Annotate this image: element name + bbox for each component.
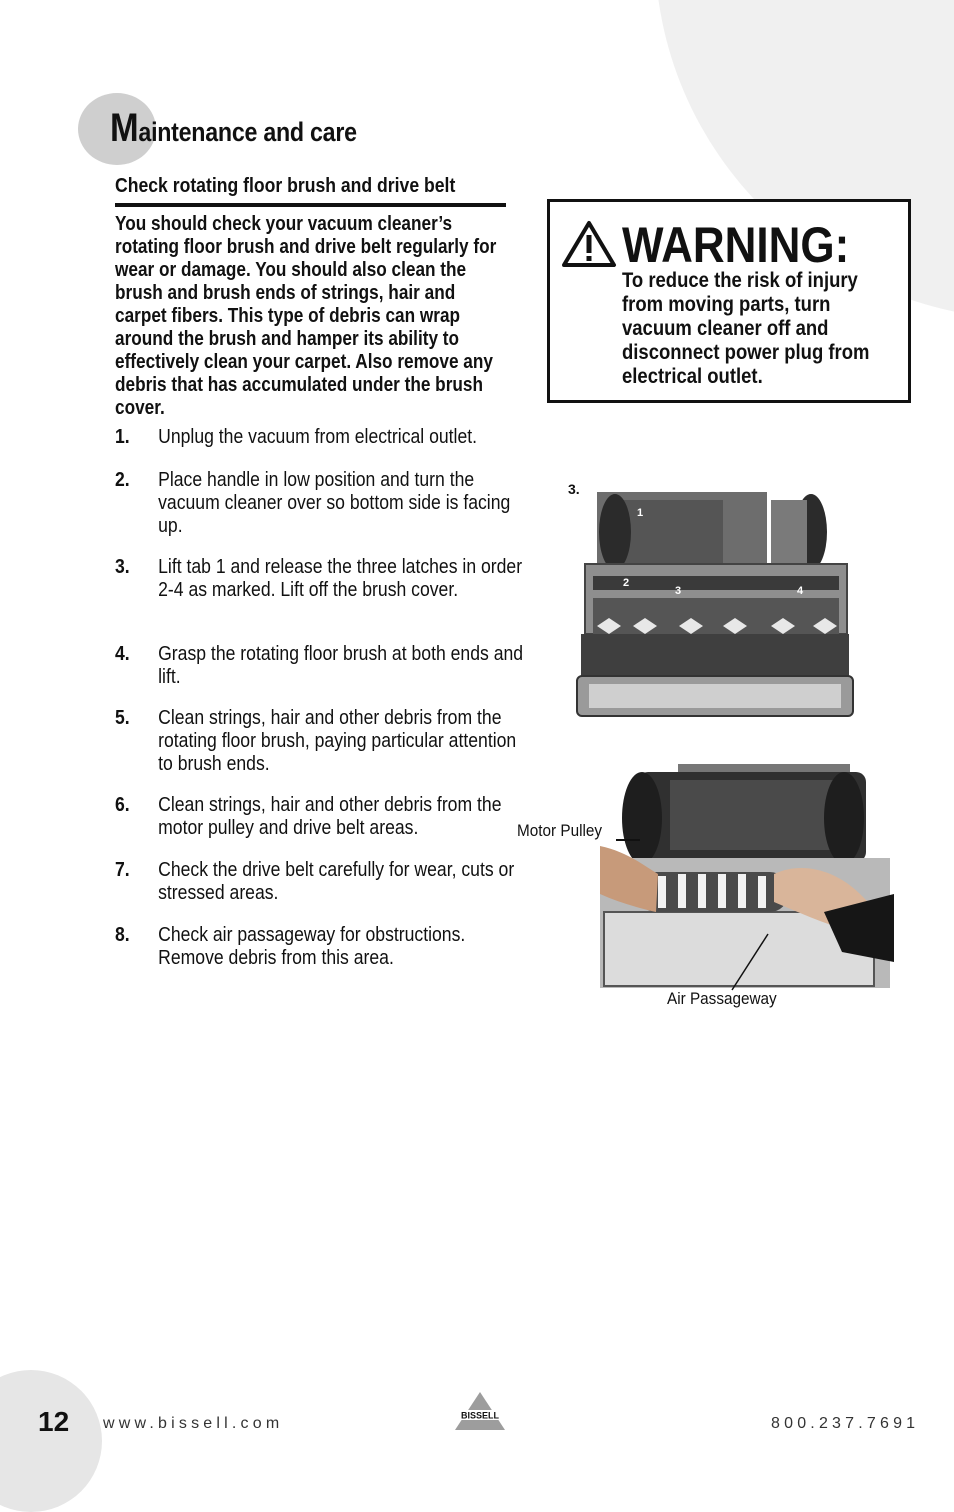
latch-marker-2: 2 [623,577,630,589]
air-passageway-callout: Air Passageway [667,989,777,1008]
page-title: Maintenance and care [110,106,357,150]
step-text: Clean strings, hair and other debris from the rotating floor brush, paying particular attention to brush ends. [158,707,517,775]
heading-rule [115,203,506,207]
warning-box [547,199,911,403]
step-number: 5. [115,707,130,729]
latch-marker-4: 4 [797,585,804,597]
warning-triangle-icon [561,220,617,268]
motor-pulley-leader-line [612,830,642,844]
step-number: 2. [115,469,130,491]
warning-title: WARNING: [622,217,850,273]
footer-phone: 800.237.7691 [771,1415,920,1432]
page-number: 12 [38,1406,70,1437]
step-text: Check air passageway for obstructions. Remove debris from this area. [158,924,466,969]
step-number: 8. [115,924,130,946]
warning-text: To reduce the risk of injury from moving parts, turn vacuum cleaner off and disconnect power plug from electrical outlet. [622,269,870,388]
section-intro: You should check your vacuum cleaner’s rotating floor brush and drive belt regularly for wear or damage. You should also clean the brush and brush ends of strings, hair and carpet fibers. This type of debris can wrap around the brush and hamper its ability to effectively clean your carpet. Also remove any debris that has accumulated under the brush cover. [115,213,497,419]
latch-marker-3: 3 [675,585,682,597]
step-text: Lift tab 1 and release the three latches in order 2-4 as marked. Lift off the brush cover. [158,556,523,601]
air-passageway-leader-line [728,930,778,992]
step-text: Grasp the rotating floor brush at both ends and lift. [158,643,524,688]
step-text: Place handle in low position and turn the vacuum cleaner over so bottom side is facing up. [158,469,511,537]
logo-text: BISSELL [460,1410,500,1421]
latch-marker-1: 1 [637,507,644,519]
figure-label: 3. [568,481,580,497]
footer-circle [0,1370,102,1512]
step-number: 6. [115,794,130,816]
bissell-logo [449,1390,511,1434]
step-number: 4. [115,643,130,665]
step-number: 1. [115,426,130,448]
step-text: Unplug the vacuum from electrical outlet. [158,426,478,448]
step-number: 7. [115,859,130,881]
motor-pulley-callout: Motor Pulley [517,821,603,840]
step-text: Check the drive belt carefully for wear, cuts or stressed areas. [158,859,515,904]
section-heading: Check rotating floor brush and drive belt [115,175,456,197]
step-text: Clean strings, hair and other debris from the motor pulley and drive belt areas. [158,794,502,839]
brush-cover-photo [575,490,855,720]
step-number: 3. [115,556,130,578]
footer-website: www.bissell.com [103,1415,284,1432]
